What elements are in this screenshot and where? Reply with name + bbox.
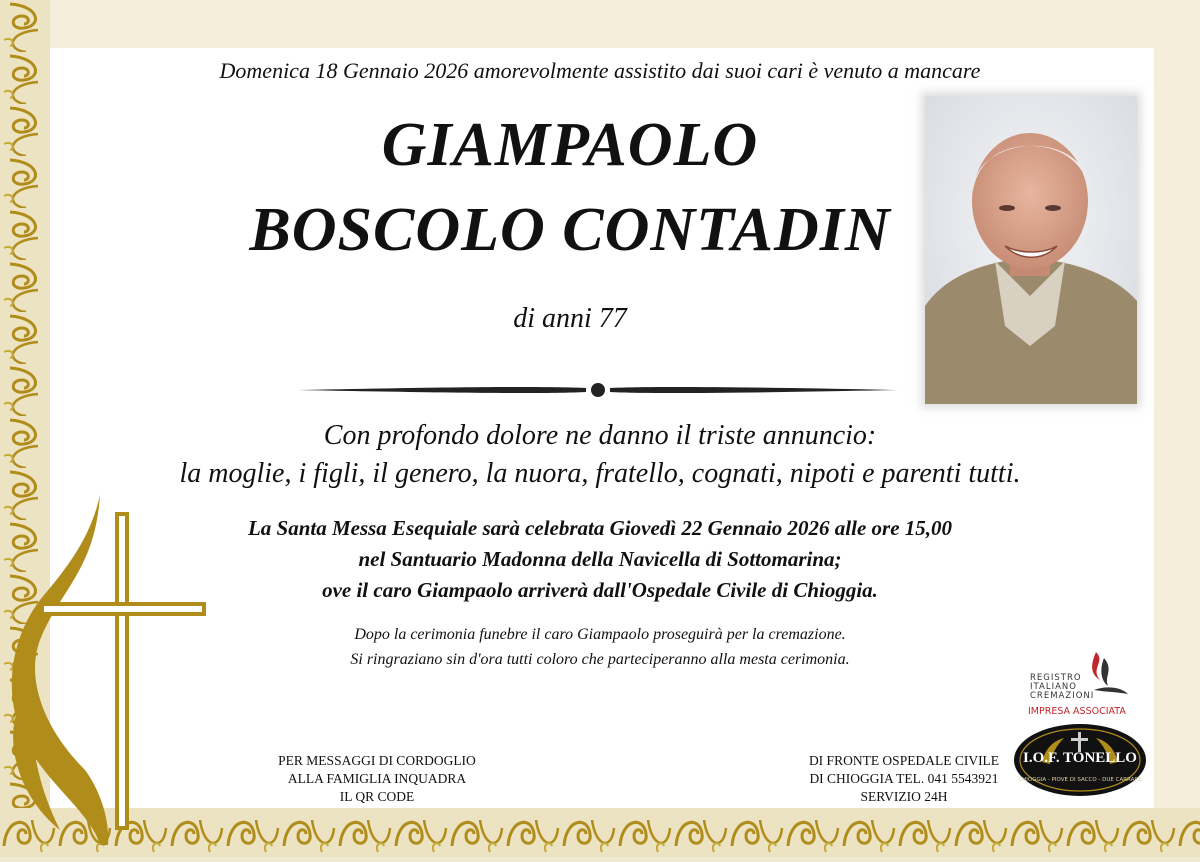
intro-text: Domenica 18 Gennaio 2026 amorevolmente assistito dai suoi cari è venuto a mancare: [219, 58, 981, 83]
cross-icon: [0, 490, 210, 850]
footer-left-line-2: ALLA FAMIGLIA INQUADRA: [287, 771, 467, 786]
mass-line-2: nel Santuario Madonna della Navicella di Sottomarina;: [358, 547, 842, 571]
note-line-2: Si ringraziano sin d'ora tutti coloro che parteciperanno alla mesta cerimonia.: [350, 651, 850, 668]
deceased-age: di anni 77: [513, 303, 627, 334]
deceased-first-name: GIAMPAOLO: [381, 111, 759, 179]
footer-right: [794, 752, 1014, 806]
divider-ornament: [298, 378, 898, 402]
impresa-associata-label: IMPRESA ASSOCIATA: [1028, 706, 1126, 717]
mass-line-1: La Santa Messa Esequiale sarà celebrata Giovedì 22 Gennaio 2026 alle ore 15,00: [247, 516, 953, 540]
deceased-last-name: BOSCOLO CONTADIN: [249, 196, 891, 264]
portrait-image: [925, 96, 1137, 404]
registro-cremazioni-logo: [1024, 646, 1136, 720]
footer-left: [262, 752, 492, 806]
footer-left-line-3: IL QR CODE: [339, 789, 415, 804]
funeral-home-locations: CHIOGGIA - PIOVE DI SACCO - DUE CARRARE: [1018, 777, 1142, 783]
funeral-home-logo: [1012, 722, 1148, 798]
footer-right-line-2: DI CHIOGGIA TEL. 041 5543921: [809, 771, 999, 786]
announcement-line-1: Con profondo dolore ne danno il triste annuncio:: [323, 420, 877, 451]
registro-line-3: CREMAZIONI: [1030, 691, 1095, 701]
footer-left-line-1: PER MESSAGGI DI CORDOGLIO: [278, 753, 476, 768]
border-top: [0, 0, 1200, 48]
footer-right-line-1: DI FRONTE OSPEDALE CIVILE: [808, 753, 1000, 768]
registro-line-2: ITALIANO: [1030, 682, 1077, 692]
note-line-1: Dopo la cerimonia funebre il caro Giampaolo proseguirà per la cremazione.: [354, 626, 846, 643]
registro-line-1: REGISTRO: [1030, 673, 1082, 683]
funeral-home-name: I.O.F. TONELLO: [1023, 750, 1137, 766]
deceased-photo: [925, 96, 1137, 404]
announcement-line-2: la moglie, i figli, il genero, la nuora, fratello, cognati, nipoti e parenti tutti.: [179, 458, 1021, 489]
footer-right-line-3: SERVIZIO 24H: [860, 789, 948, 804]
registro-text: [1030, 674, 1094, 701]
mass-line-3: ove il caro Giampaolo arriverà dall'Ospedale Civile di Chioggia.: [322, 578, 878, 602]
